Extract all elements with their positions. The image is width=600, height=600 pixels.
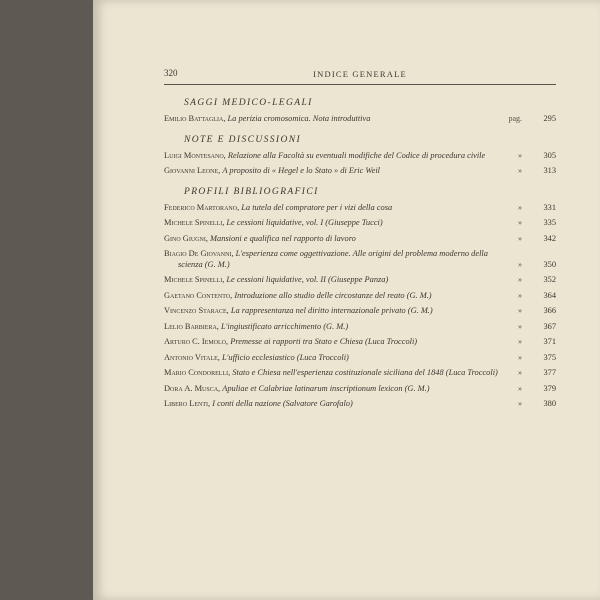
entry-page-marker: » bbox=[518, 352, 522, 362]
entry-text: Mario Condorelli, Stato e Chiesa nell'esperienza costituzionale siciliana del 1848 (Luca Troccoli) bbox=[164, 368, 498, 377]
entry-author: Mario Condorelli bbox=[164, 368, 229, 377]
entry-title: L'ufficio ecclesiastico (Luca Troccoli) bbox=[221, 352, 349, 362]
entry-author: Michele Spinelli bbox=[164, 218, 223, 227]
entry-page-number: 379 bbox=[543, 383, 556, 393]
entry-title: A proposito di « Hegel e lo Stato » di Eric Weil bbox=[222, 166, 380, 175]
entry-page-number: 352 bbox=[543, 275, 556, 284]
toc-entry bbox=[164, 399, 556, 410]
toc-entry bbox=[164, 337, 556, 348]
entry-page-marker: » bbox=[518, 233, 522, 243]
entry-page-marker: » bbox=[518, 399, 522, 408]
section-heading: SAGGI MEDICO-LEGALI bbox=[184, 98, 313, 108]
entry-text: Antonio Vitale, L'ufficio ecclesiastico (Luca Troccoli) bbox=[164, 352, 349, 362]
entry-text: Federico Martorano, La tutela del compratore per i vizi della cosa bbox=[164, 202, 393, 212]
entry-text: Arturo C. Iemolo, Premesse ai rapporti tra Stato e Chiesa (Luca Troccoli) bbox=[164, 337, 418, 346]
entry-title: Introduzione allo studio delle circostanze del reato (G. M.) bbox=[234, 290, 432, 300]
toc-entry bbox=[164, 166, 556, 177]
entry-title: Mansioni e qualifica nel rapporto di lavoro bbox=[210, 233, 356, 243]
toc-entry bbox=[164, 368, 556, 379]
toc-entry bbox=[164, 151, 556, 162]
entry-page-number: 350 bbox=[543, 259, 556, 269]
toc-entry bbox=[164, 218, 556, 229]
entry-page-number: 364 bbox=[543, 290, 556, 300]
entry-author: Dora A. Musca bbox=[164, 383, 219, 393]
entry-page-number: 377 bbox=[543, 368, 556, 377]
toc-entry bbox=[164, 306, 556, 317]
toc-entry bbox=[164, 322, 556, 333]
entry-title: Premesse ai rapporti tra Stato e Chiesa (Luca Troccoli) bbox=[230, 337, 418, 346]
entry-title: Apuliae et Calabriae latinarum inscriptionum lexicon (G. M.) bbox=[222, 383, 430, 393]
entry-title: Le cessioni liquidative, vol. I (Giuseppe Tucci) bbox=[226, 218, 383, 227]
entry-author: Biagio De Giovanni bbox=[164, 249, 232, 258]
entry-page-number: 331 bbox=[543, 202, 556, 212]
toc-entry bbox=[164, 234, 556, 245]
section-heading: PROFILI BIBLIOGRAFICI bbox=[184, 186, 319, 197]
toc-entry bbox=[164, 249, 556, 270]
entry-page-number: 335 bbox=[543, 218, 556, 227]
entry-page-marker: pag. bbox=[508, 114, 522, 123]
entry-title: L'ingiustificato arricchimento (G. M.) bbox=[220, 321, 349, 331]
entry-author: Lelio Barbiera bbox=[164, 321, 217, 331]
toc-entry bbox=[164, 114, 556, 125]
entry-author: Giovanni Leone bbox=[164, 166, 219, 175]
entry-text: Gino Giugni, Mansioni e qualifica nel rapporto di lavoro bbox=[164, 233, 356, 243]
entry-author: Luigi Montesano bbox=[164, 150, 224, 160]
entry-author: Emilio Battaglia bbox=[164, 114, 224, 123]
entry-author: Vincenzo Starace bbox=[164, 306, 227, 315]
entry-page-marker: » bbox=[518, 218, 522, 227]
toc-entry bbox=[164, 275, 556, 286]
entry-page-marker: » bbox=[518, 337, 522, 346]
toc-entry bbox=[164, 353, 556, 364]
entry-text: Lelio Barbiera, L'ingiustificato arricchimento (G. M.) bbox=[164, 321, 349, 331]
entry-text: Libero Lenti, I conti della nazione (Salvatore Garofalo) bbox=[164, 399, 353, 408]
toc-entry bbox=[164, 203, 556, 214]
entry-text: Michele Spinelli, Le cessioni liquidative, vol. II (Giuseppe Panza) bbox=[164, 275, 389, 284]
entry-page-marker: » bbox=[518, 383, 522, 393]
entry-page-number: 342 bbox=[543, 233, 556, 243]
entry-title: L'esperienza come oggettivazione. Alle origini del problema moderno della scienza (G. M.) bbox=[178, 249, 488, 269]
entry-text: Biagio De Giovanni, L'esperienza come oggettivazione. Alle origini del problema moderno della scienza (G. M.) bbox=[164, 249, 488, 269]
entry-text: Vincenzo Starace, La rappresentanza nel diritto internazionale privato (G. M.) bbox=[164, 306, 433, 315]
entry-text: Emilio Battaglia, La perizia cromosomica. Nota introduttiva bbox=[164, 114, 371, 123]
toc-entry bbox=[164, 291, 556, 302]
entry-page-marker: » bbox=[518, 321, 522, 331]
entry-page-number: 295 bbox=[543, 114, 556, 123]
entry-page-number: 375 bbox=[543, 352, 556, 362]
entry-title: I conti della nazione (Salvatore Garofalo) bbox=[212, 399, 353, 408]
entry-author: Gino Giugni bbox=[164, 233, 206, 243]
entry-text: Michele Spinelli, Le cessioni liquidative, vol. I (Giuseppe Tucci) bbox=[164, 218, 383, 227]
entry-page-marker: » bbox=[518, 259, 522, 269]
entry-author: Michele Spinelli bbox=[164, 275, 223, 284]
entry-page-number: 367 bbox=[543, 321, 556, 331]
entry-title: La tutela del compratore per i vizi della cosa bbox=[241, 202, 393, 212]
entry-page-number: 380 bbox=[543, 399, 556, 408]
entry-text: Giovanni Leone, A proposito di « Hegel e lo Stato » di Eric Weil bbox=[164, 166, 380, 175]
entry-author: Libero Lenti bbox=[164, 399, 208, 408]
running-title: INDICE GENERALE bbox=[313, 69, 407, 79]
entry-page-number: 371 bbox=[543, 337, 556, 346]
entry-text: Gaetano Contento, Introduzione allo studio delle circostanze del reato (G. M.) bbox=[164, 290, 432, 300]
entry-title: Le cessioni liquidative, vol. II (Giuseppe Panza) bbox=[226, 275, 389, 284]
entry-title: Stato e Chiesa nell'esperienza costituzionale siciliana del 1848 (Luca Troccoli) bbox=[232, 368, 498, 377]
entry-page-marker: » bbox=[518, 306, 522, 315]
entry-title: La perizia cromosomica. Nota introduttiva bbox=[227, 114, 371, 123]
entry-page-number: 305 bbox=[543, 150, 556, 160]
entry-page-marker: » bbox=[518, 275, 522, 284]
entry-page-number: 366 bbox=[543, 306, 556, 315]
entry-author: Arturo C. Iemolo bbox=[164, 337, 227, 346]
entry-page-number: 313 bbox=[543, 166, 556, 175]
entry-page-marker: » bbox=[518, 202, 522, 212]
entry-author: Gaetano Contento bbox=[164, 290, 231, 300]
table-of-contents bbox=[164, 94, 556, 415]
entry-page-marker: » bbox=[518, 368, 522, 377]
toc-entry bbox=[164, 384, 556, 395]
entry-title: La rappresentanza nel diritto internazionale privato (G. M.) bbox=[230, 306, 433, 315]
book-page bbox=[93, 0, 600, 600]
entry-author: Federico Martorano bbox=[164, 202, 238, 212]
entry-text: Luigi Montesano, Relazione alla Facoltà su eventuali modifiche del Codice di procedura civile bbox=[164, 150, 486, 160]
page-number: 320 bbox=[164, 68, 178, 78]
entry-page-marker: » bbox=[518, 290, 522, 300]
section-heading: NOTE E DISCUSSIONI bbox=[184, 134, 302, 145]
entry-page-marker: » bbox=[518, 166, 522, 175]
entry-author: Antonio Vitale bbox=[164, 352, 218, 362]
entry-text: Dora A. Musca, Apuliae et Calabriae latinarum inscriptionum lexicon (G. M.) bbox=[164, 383, 430, 393]
entry-page-marker: » bbox=[518, 150, 522, 160]
entry-title: Relazione alla Facoltà su eventuali modifiche del Codice di procedura civile bbox=[227, 150, 486, 160]
page-header bbox=[164, 66, 556, 85]
